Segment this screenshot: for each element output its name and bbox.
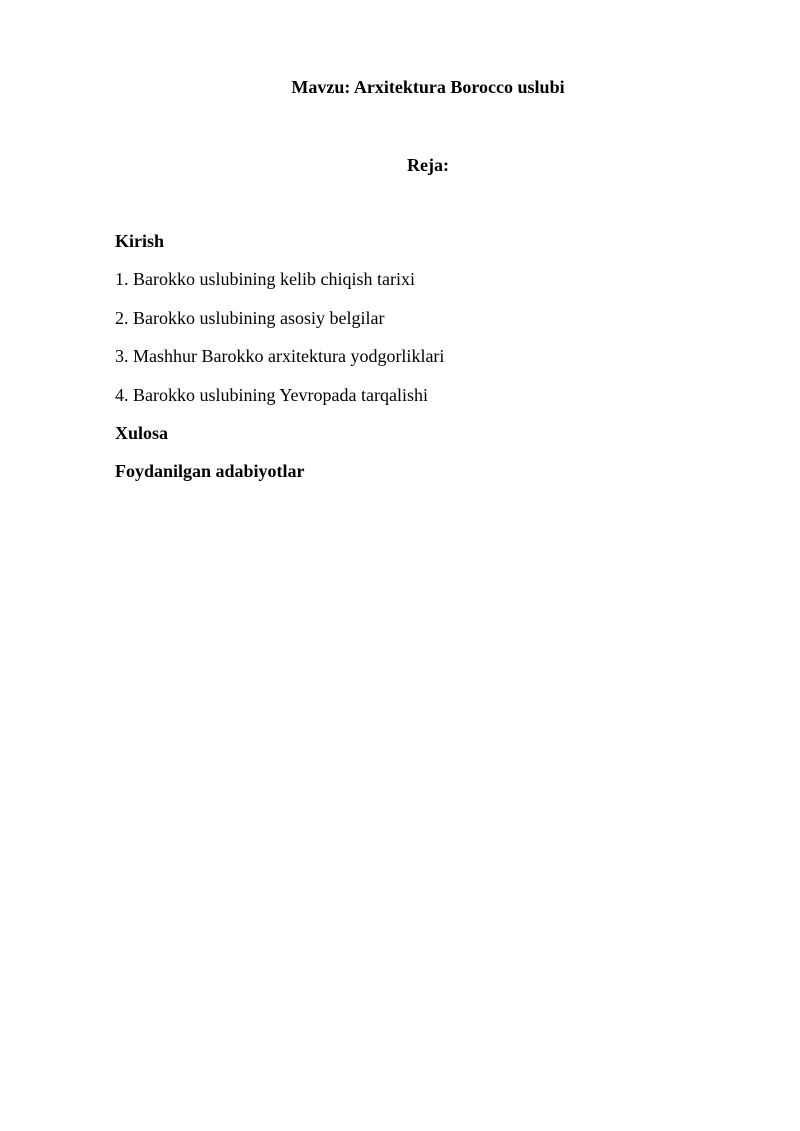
plan-item-2: 2. Barokko uslubining asosiy belgilar — [115, 307, 385, 328]
plan-list — [115, 230, 715, 499]
plan-heading: Reja: — [407, 155, 449, 175]
plan-item-1: 1. Barokko uslubining kelib chiqish tarixi — [115, 269, 415, 290]
plan-item-4: 4. Barokko uslubining Yevropada tarqalishi — [115, 384, 428, 405]
plan-item-conclusion: Xulosa — [115, 422, 169, 443]
document-title: Mavzu: Arxitektura Borocco uslubi — [291, 77, 565, 97]
plan-item-introduction: Kirish — [115, 231, 165, 251]
plan-item-references: Foydanilgan adabiyotlar — [115, 461, 305, 482]
plan-item-3: 3. Mashhur Barokko arxitektura yodgorliklari — [115, 346, 445, 367]
